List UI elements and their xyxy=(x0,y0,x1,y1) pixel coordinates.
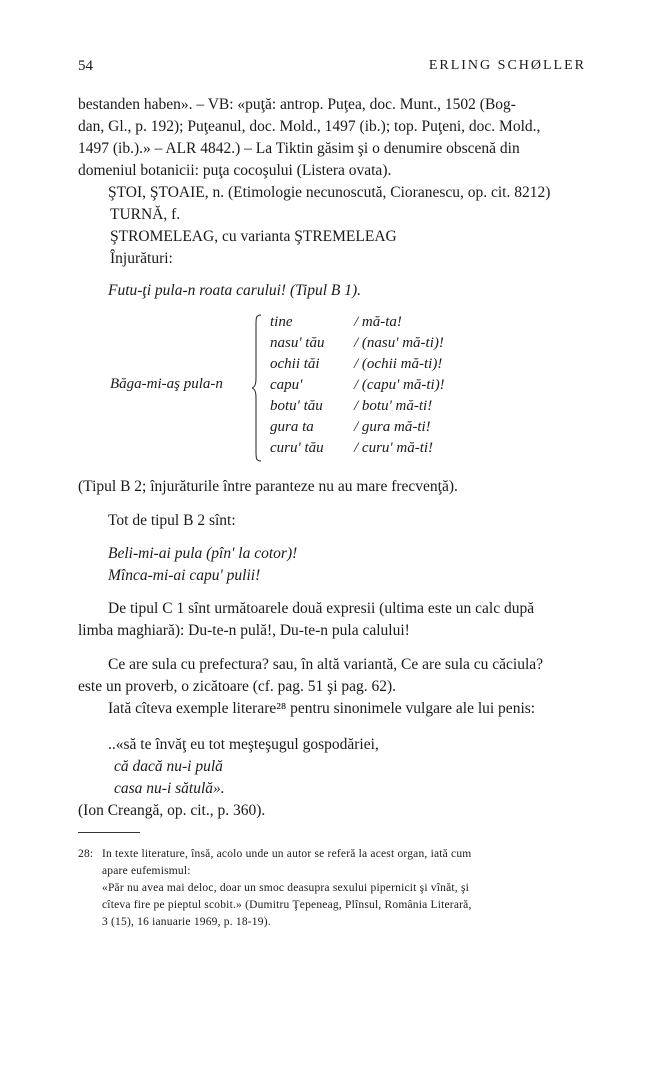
text-line: 1497 (ib.).» – ALR 4842.) – La Tiktin găsim şi o denumire obscenă din xyxy=(78,140,520,157)
quote-line: casa nu-i sătulă». xyxy=(114,780,225,797)
curse-lead: Băga-mi-aş pula-n xyxy=(110,376,223,392)
text-line: este un proverb, o zicătoare (cf. pag. 51 şi pag. 62). xyxy=(78,678,397,695)
curse-row: tine / mă-ta! xyxy=(270,314,402,330)
page-number: 54 xyxy=(78,58,93,74)
examples-b2 xyxy=(78,543,588,587)
running-title: ERLING SCHØLLER xyxy=(428,58,586,73)
curse-rows xyxy=(270,312,445,459)
curse-row: nasu' tău / (nasu' mă-ti)! xyxy=(270,335,444,351)
text-line: dan, Gl., p. 192); Puţeanul, doc. Mold., 1497 (ib.); top. Puţeni, doc. Mold., xyxy=(78,118,541,135)
curse-table xyxy=(110,312,590,462)
footnote-line: In texte literature, însă, acolo unde un autor se referă la acest organ, iată cum xyxy=(102,848,472,860)
text-line: bestanden haben». – VB: «puţă: antrop. Puţea, doc. Munt., 1502 (Bog- xyxy=(78,96,516,113)
footnote xyxy=(78,846,590,931)
paragraph-iata: Iată cîteva exemple literare²⁸ pentru sinonimele vulgare ale lui penis: xyxy=(108,700,536,717)
paragraph-tipul-c1 xyxy=(78,598,588,642)
text-line: domeniul botanicii: puţa cocoşului (Listera ovata). xyxy=(78,162,392,179)
example-futu: Futu-ţi pula-n roata carului! (Tipul B 1). xyxy=(108,282,362,299)
footnote-number: 28: xyxy=(78,848,94,860)
creanga-quote xyxy=(78,734,588,822)
quote-source: (Ion Creangă, op. cit., p. 360). xyxy=(78,802,266,819)
entry-stoi: ŞTOI, ŞTOAIE, n. (Etimologie necunoscută, Cioranescu, op. cit. 8212) xyxy=(108,184,551,201)
brace-icon xyxy=(252,314,262,462)
text-line: limba maghiară): Du-te-n pulă!, Du-te-n pula calului! xyxy=(78,622,410,639)
example-minca: Mînca-mi-ai capu' pulii! xyxy=(108,567,261,584)
entry-turna: TURNĂ, f. xyxy=(110,206,181,223)
footnote-line: 3 (15), 16 ianuarie 1969, p. 18-19). xyxy=(102,916,271,928)
paragraph-proverb xyxy=(78,654,588,698)
footnote-line: apare eufemismul: xyxy=(102,865,191,877)
curse-row: ochii tăi / (ochii mă-ti)! xyxy=(270,356,443,372)
tot-de-tipul: Tot de tipul B 2 sînt: xyxy=(108,512,236,529)
example-beli: Beli-mi-ai pula (pîn' la cotor)! xyxy=(108,545,298,562)
footnote-divider xyxy=(78,832,140,833)
footnote-line: cîteva fire pe pieptul scobit.» (Dumitru Ţepeneag, Plînsul, România Literară, xyxy=(102,899,472,911)
curse-row: capu' / (capu' mă-ti)! xyxy=(270,377,445,393)
text-line: Ce are sula cu prefectura? sau, în altă variantă, Ce are sula cu căciula? xyxy=(108,656,544,673)
entries-block xyxy=(78,182,588,270)
curse-row: botu' tău / botu' mă-ti! xyxy=(270,398,433,414)
quote-line: că dacă nu-i pulă xyxy=(114,758,223,775)
footnote-line: «Păr nu avea mai deloc, doar un smoc deasupra sexului pipernicit şi vînăt, şi xyxy=(102,882,470,894)
quote-line: ..«să te învăţ eu tot meşteşugul gospodăriei, xyxy=(108,736,379,753)
entry-injuraturi: Înjurături: xyxy=(110,250,173,267)
entry-stromeleag: ŞTROMELEAG, cu varianta ŞTREMELEAG xyxy=(110,228,397,245)
curse-row: gura ta / gura mă-ti! xyxy=(270,419,431,435)
note-tipul-b2: (Tipul B 2; înjurăturile între paranteze nu au mare frecvenţă). xyxy=(78,478,458,495)
curse-row: curu' tău / curu' mă-ti! xyxy=(270,440,434,456)
text-line: De tipul C 1 sînt următoarele două expresii (ultima este un calc după xyxy=(108,600,535,617)
paragraph-etymology xyxy=(78,94,588,182)
